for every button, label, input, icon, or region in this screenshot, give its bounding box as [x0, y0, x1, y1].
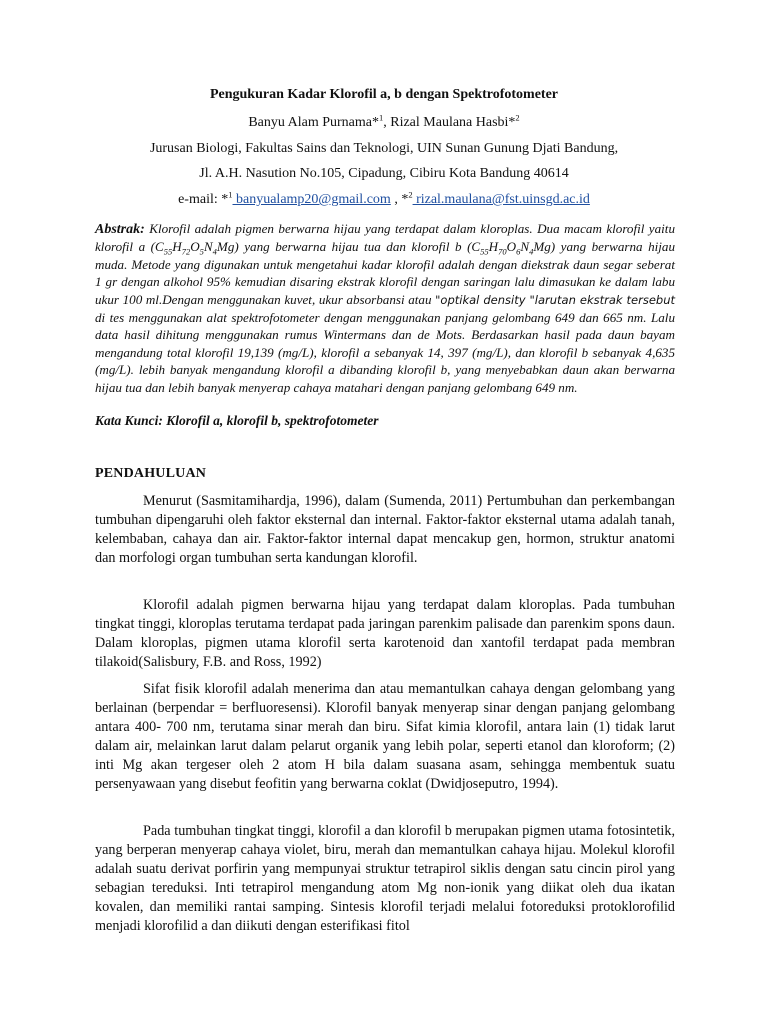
- author-line: [60, 114, 708, 132]
- keywords: Kata Kunci: Klorofil a, klorofil b, spektrofotometer: [95, 413, 379, 428]
- formula-element: Mg): [216, 239, 239, 255]
- formula-subscript: 72: [181, 247, 191, 258]
- email-prefix: e-mail: *: [178, 192, 229, 207]
- author-2-affil-mark: 2: [515, 112, 520, 123]
- formula-subscript: 6: [516, 247, 521, 258]
- affiliation: Jurusan Biologi, Fakultas Sains dan Teknologi, UIN Sunan Gunung Djati Bandung,: [149, 141, 619, 156]
- abstract-label: Abstrak:: [95, 222, 145, 237]
- abstract-text-3: yang berwarna hijau muda. Metode yang digunakan untuk mengetahui kadar klorofil adalah dengan diekstrak daun segar seberat 1 gr dengan alkohol 95% kemudian disaring ekstrak klorofil dengan saringan lalu dimasukan ke dalam labu ukur 100 ml.Dengan menggunakan kuvet, ukur absorbansi atau: [95, 239, 675, 307]
- formula-element: N: [203, 239, 213, 255]
- abstract-text-4: "optikal density "larutan ekstrak tersebut: [435, 292, 676, 307]
- formula-element: O: [190, 239, 200, 255]
- abstract-text-5: di tes menggunakan alat spektrofotometer dengan menggunakan panjang gelombang 649 dan 665 nm. Lalu data hasil dihitung menggunakan rumus Wintermans dan de Mots. Berdasarkan hasil pada daun bayam mengandung total klorofil 19,139 (mg/L), klorofil a sebanyak 14, 397 (mg/L), dan klorofil b sebanyak 4,635 (mg/L). lebih banyak mengandung klorofil a dibanding klorofil b, yang menyebabkan daun akan berwarna hijau tua dan lebih banyak menyerap cahaya matahari dengan panjang gelombang 649 nm.: [95, 310, 675, 395]
- formula-subscript: 70: [498, 247, 507, 258]
- email-separator: , *: [390, 192, 409, 207]
- author-2: Rizal Maulana Hasbi*: [390, 115, 516, 130]
- formula-subscript: 55: [163, 247, 173, 258]
- email-mark-1: 1: [228, 189, 233, 200]
- author-separator: ,: [383, 115, 391, 130]
- formula-element: H: [172, 239, 182, 255]
- formula-element: H: [488, 239, 499, 255]
- formula-element: O: [506, 239, 517, 255]
- section-heading: PENDAHULUAN: [95, 466, 207, 481]
- abstract-text-1: Klorofil adalah pigmen berwarna hijau yang terdapat dalam kloroplas. Dua macam klorofil yaitu klorofil a (C: [95, 221, 675, 255]
- paragraph-1: Menurut (Sasmitamihardja, 1996), dalam (Sumenda, 2011) Pertumbuhan dan perkembangan tumbuhan dipengaruhi oleh faktor eksternal dan internal. Faktor-faktor eksternal utama adalah tanah, kelembaban, cahaya dan air. Faktor-faktor internal dapat mencakup gen, hormon, struktur anatomi dan morfologi organ tumbuhan serta kandungan klorofil.: [95, 493, 675, 566]
- author-1: Banyu Alam Purnama*: [248, 115, 379, 130]
- paper-title: Pengukuran Kadar Klorofil a, b dengan Spektrofotometer: [209, 87, 559, 102]
- email-link-1[interactable]: banyualamp20@gmail.com: [232, 192, 391, 207]
- abstract: [95, 220, 675, 396]
- paragraph-2: Klorofil adalah pigmen berwarna hijau yang terdapat dalam kloroplas. Pada tumbuhan tingkat tinggi, kloroplas terutama terdapat pada jaringan parenkim palisade dan parenkim spons daun. Dalam kloroplas, pigmen utama klorofil serta karotenoid dan xantofil terdapat pada membran tilakoid(Salisbury, F.B. and Ross, 1992): [95, 597, 675, 670]
- abstract-text-2: yang berwarna hijau tua dan klorofil b (C: [238, 239, 481, 255]
- author-1-affil-mark: 1: [378, 112, 384, 123]
- email-link-2[interactable]: rizal.maulana@fst.uinsgd.ac.id: [412, 192, 590, 207]
- email-line: [60, 191, 708, 209]
- email-mark-2: 2: [408, 189, 413, 200]
- paragraph-3: Sifat fisik klorofil adalah menerima dan atau memantulkan cahaya dengan gelombang yang berlainan (berpendar = berfluoresensi). Klorofil banyak menyerap sinar dengan panjang gelombang antara 400- 700 nm, terutama sinar merah dan biru. Sifat kimia klorofil, antara lain (1) tidak larut dalam air, melainkan larut dalam pelarut organik yang lebih polar, seperti etanol dan kloroform; (2) inti Mg akan tergeser oleh 2 atom H bila dalam suasana asam, sehingga membentuk suatu persenyawaan yang disebut feofitin yang berwarna coklat (Dwidjoseputro, 1994).: [95, 681, 675, 792]
- paragraph-4: Pada tumbuhan tingkat tinggi, klorofil a dan klorofil b merupakan pigmen utama fotosintetik, yang berperan menyerap cahaya violet, biru, merah dan memantulkan cahaya hijau. Molekul klorofil adalah suatu derivat porfirin yang mempunyai struktur tetrapirol siklis dengan satu cincin pirol yang sebagian tereduksi. Inti tetrapirol mengandung atom Mg non-ionik yang diikat oleh dua ikatan kovalen, dan memiliki rantai samping. Sintesis klorofil terjadi melalui fotoreduksi protoklorofilid menjadi klorofilid a dan diikuti dengan esterifikasi fitol: [95, 823, 675, 934]
- address: Jl. A.H. Nasution No.105, Cipadung, Cibiru Kota Bandung 40614: [199, 166, 569, 181]
- formula-subscript: 4: [212, 247, 217, 258]
- formula-subscript: 5: [199, 247, 204, 258]
- formula-element: N: [520, 239, 530, 255]
- formula-subscript: 4: [529, 247, 534, 258]
- formula-element: Mg): [533, 239, 556, 255]
- formula-subscript: 55: [480, 247, 489, 258]
